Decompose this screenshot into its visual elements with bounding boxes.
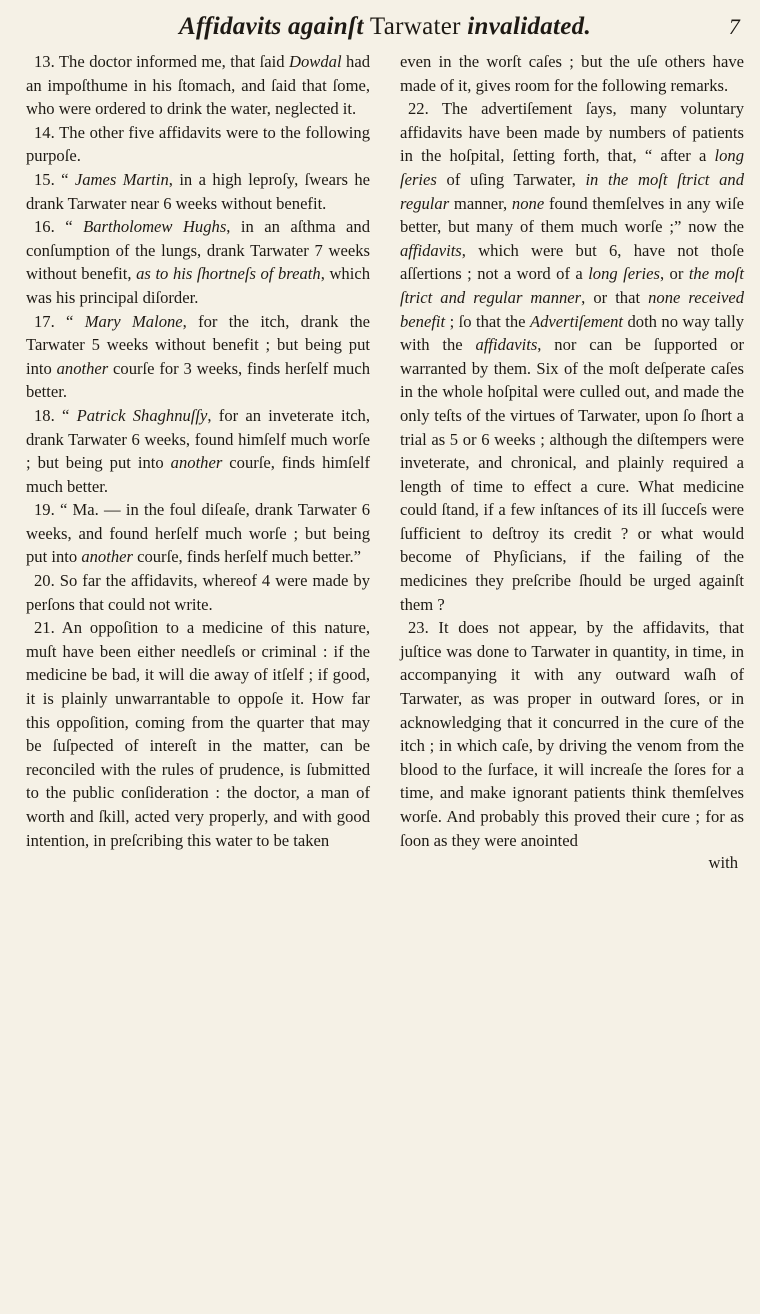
italic-run: another [81,547,133,567]
text-run: 22. The advertiſement ſays, many voluntary affidavits have been made by numbers of patients in the hoſpital, ſetting forth, that, “ after a [400,99,744,166]
italic-run: none received benefit [400,287,744,331]
text-run: manner, [449,193,512,213]
text-run: , or [659,264,689,284]
text-run: , for an inveterate itch, drank Tarwater 6 weeks, found himſelf much worſe ; but being put into [26,405,371,473]
text-run: courſe for 3 weeks, finds herſelf much better. [26,358,370,402]
italic-run: affidavits [400,240,462,260]
text-columns [26,50,744,874]
paragraph-p14 [26,121,370,168]
paragraph-p18 [26,404,370,498]
text-run: , or that [581,287,649,307]
text-run: 14. The other five affidavits were to the following purpoſe. [26,122,370,166]
paragraph-p17 [26,310,370,404]
text-run: courſe, finds himſelf much better. [26,453,370,496]
text-run: , in an aſthma and conſumption of the lungs, drank Tarwater 7 weeks without benefit, [26,217,371,284]
text-run: , which was his principal diſorder. [26,264,370,307]
text-run: 13. The doctor informed me, that ſaid [34,52,289,71]
text-run: doth no way tally with the [400,311,744,355]
italic-run: long ſeries [588,264,660,284]
paragraph-p21 [26,616,370,852]
text-run: 23. It does not appear, by the affidavits, that juſtice was done to Tarwater in quantity, in time, in accompanying it with any outward waſh of Tarwater, as was proper in outward ſores, or in acknowledging that it concurred in the cure of the itch ; in which caſe, by driving the venom from the blood to the ſurface, it will increaſe the ſores for a time, and make ignorant patients think themſelves worſe. And probably this proved their cure ; for as ſoon as they were anointed [400,618,744,850]
italic-run: another [170,453,223,473]
text-run: ; ſo that the [445,311,530,331]
italic-run: long ſeries [400,146,744,189]
catchword: with [708,853,738,873]
text-run: 17. “ [34,311,85,331]
paragraph-p15 [26,168,370,215]
text-run: even in the worſt caſes ; but the uſe others have made of it, gives room for the following remarks. [400,52,744,95]
left-column [26,50,370,874]
text-run: , for the itch, drank the Tarwater 5 weeks without benefit ; but being put into [26,311,371,378]
italic-run: the moſt ſtrict and regular manner [400,264,745,307]
running-head [26,8,744,46]
text-run: found themſelves in any wiſe better, but many of them much worſe ;” now the [400,193,744,237]
text-run: , in a high leproſy, ſwears he drank Tarwater near 6 weeks without benefit. [26,169,370,213]
paragraph-p20 [26,569,370,616]
italic-run: James Martin [74,169,169,189]
text-run: 15. “ [34,169,75,189]
text-run: 18. “ [34,405,77,425]
italic-run: Dowdal [289,52,342,71]
text-run: 19. “ Ma. — in the foul diſeaſe, drank Tarwater 6 weeks, and found herſelf much worſe ; but being put into [26,500,370,567]
right-column [400,50,744,852]
text-run: , nor can be ſupported or warranted by them. Six of the moſt deſperate caſes in the whole hoſpital were culled out, and made the only teſts of the virtues of Tarwater, upon ſo ſhort a trial as 5 or 6 weeks ; although the diſtempers were inveterate, and chronical, and plainly required a length of time to effect a cure. What medicine could ſtand, if a few inſtances of its ill ſucceſs were ſufficient to deſtroy its credit ? or what would become of Phyſicians, if the failing of the medicines they preſcribe ſhould be urged againſt them ? [400,335,744,614]
paragraph-p23 [400,616,744,852]
italic-run: Bartholomew Hughs [83,217,227,237]
italic-run: another [56,358,109,378]
text-run: of uſing Tarwater, [436,169,586,189]
right-column-wrap [400,50,744,874]
italic-run: in the moſt ſtrict and regular [400,169,744,213]
italic-run: as to his ſhortneſs of breath [136,264,321,284]
italic-run: Mary Malone [84,311,183,331]
text-run: , which were but 6, have not thoſe aſſertions ; not a word of a [400,240,744,284]
paragraph-p13 [26,50,370,121]
italic-run: Advertiſement [529,311,624,331]
italic-run: affidavits [475,335,538,355]
paragraph-p16 [26,215,370,309]
paragraph-p19 [26,498,370,569]
text-run: 21. An oppoſition to a medicine of this nature, muſt have been either needleſs or criminal : if the medicine be bad, it will die away of itſelf ; if good, it is plainly unwarrantable to oppoſe it. How far this oppoſition, coming from the quarter that may be ſuſpected of intereſt in the matter, can be reconciled with the rules of prudence, is ſubmitted to the public conſideration : the doctor, a man of worth and ſkill, acted very properly, and with good intention, in preſcribing this water to be taken [26,618,370,850]
paragraph-p21c [400,50,744,97]
page-number: 7 [728,14,740,39]
running-head-roman: Tarwater [363,13,468,40]
running-head-italic-end: invalidated. [467,13,592,40]
text-run: had an impoſthume in his ſtomach, and ſaid that ſome, who were ordered to drink the water, neglected it. [26,52,370,119]
text-run: courſe, finds herſelf much better.” [132,547,362,567]
paragraph-p22 [400,97,744,616]
text-run: 20. So far the affidavits, whereof 4 were made by perſons that could not write. [26,571,370,614]
running-head-italic: Affidavits againſt [178,13,364,40]
italic-run: Patrick Shaghnuſſy [76,405,208,425]
text-run: 16. “ [34,217,84,237]
italic-run: none [511,193,545,213]
